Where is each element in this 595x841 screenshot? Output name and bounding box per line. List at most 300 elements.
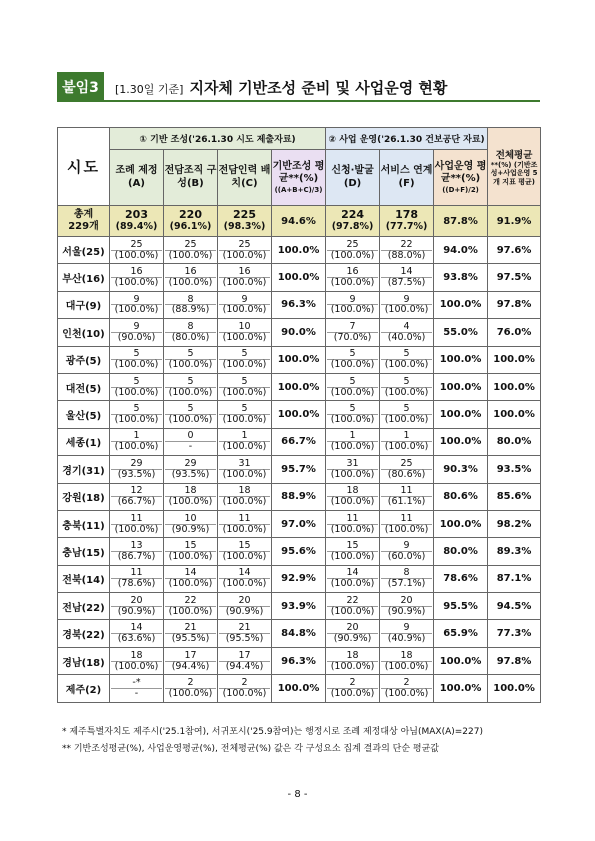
table-row xyxy=(58,675,541,702)
staff-cell-count: 31 xyxy=(238,457,251,469)
base-avg-cell: 96.3% xyxy=(272,291,326,318)
ordinance-cell xyxy=(110,593,164,620)
staff-cell xyxy=(218,291,272,318)
status-table xyxy=(57,127,541,703)
oper-avg-cell: 80.0% xyxy=(434,538,488,565)
col-base-avg-title: 기반조성 평균**(%) xyxy=(272,160,325,185)
base-avg-cell: 92.9% xyxy=(272,565,326,592)
staff-cell-count: 5 xyxy=(241,375,248,387)
apply-cell-pct: (100.0%) xyxy=(327,359,378,370)
staff-cell-pct: (100.0%) xyxy=(219,578,270,589)
ordinance-cell xyxy=(110,291,164,318)
org-cell-pct: (100.0%) xyxy=(165,551,216,562)
org-cell xyxy=(164,593,218,620)
total-avg-cell: 87.1% xyxy=(488,565,541,592)
oper-avg-cell: 55.0% xyxy=(434,319,488,346)
org-cell xyxy=(164,291,218,318)
service-cell-pct: (60.0%) xyxy=(381,551,432,562)
service-cell-pct: (90.9%) xyxy=(381,606,432,617)
apply-cell-pct: (70.0%) xyxy=(327,332,378,343)
total-label-line1: 총계 xyxy=(73,209,94,220)
total-c-cell xyxy=(218,206,272,237)
org-cell xyxy=(164,456,218,483)
org-cell-pct: (93.5%) xyxy=(165,469,216,480)
apply-cell xyxy=(326,538,380,565)
service-cell-pct: (100.0%) xyxy=(381,688,432,699)
org-cell-pct: (95.5%) xyxy=(165,633,216,644)
apply-cell-count: 11 xyxy=(346,512,359,524)
base-avg-cell: 88.9% xyxy=(272,483,326,510)
total-avg-cell: 97.8% xyxy=(488,291,541,318)
ordinance-cell-pct: (100.0%) xyxy=(111,359,162,370)
apply-cell-pct: (100.0%) xyxy=(327,578,378,589)
staff-cell-count: 2 xyxy=(241,676,248,688)
org-cell-pct: (94.4%) xyxy=(165,661,216,672)
total-avg-cell: 98.2% xyxy=(488,510,541,537)
region-cell: 부산(16) xyxy=(58,264,110,291)
region-cell: 대전(5) xyxy=(58,373,110,400)
org-cell-count: 25 xyxy=(184,238,197,250)
apply-cell-count: 1 xyxy=(349,430,356,442)
total-avg-cell: 77.3% xyxy=(488,620,541,647)
service-cell-pct: (100.0%) xyxy=(381,359,432,370)
staff-cell-count: 10 xyxy=(238,320,251,332)
service-cell xyxy=(380,538,434,565)
ordinance-cell-count: 5 xyxy=(133,375,140,387)
staff-cell-count: 18 xyxy=(238,485,251,497)
region-header: 시도 xyxy=(58,128,110,206)
base-avg-cell: 100.0% xyxy=(272,401,326,428)
org-cell xyxy=(164,538,218,565)
staff-cell xyxy=(218,264,272,291)
group-b-header: ② 사업 운영('26.1.30 건보공단 자료) xyxy=(326,128,488,150)
service-cell xyxy=(380,510,434,537)
ordinance-cell-pct: (86.7%) xyxy=(111,551,162,562)
org-cell-count: 5 xyxy=(187,348,194,360)
ordinance-cell-count: 25 xyxy=(130,238,143,250)
staff-cell xyxy=(218,620,272,647)
service-cell xyxy=(380,565,434,592)
ordinance-cell-pct: (100.0%) xyxy=(111,250,162,261)
base-avg-cell: 95.6% xyxy=(272,538,326,565)
ordinance-cell-pct: (100.0%) xyxy=(111,524,162,535)
service-cell-count: 11 xyxy=(400,512,413,524)
staff-cell-count: 20 xyxy=(238,594,251,606)
org-cell xyxy=(164,264,218,291)
apply-cell-count: 18 xyxy=(346,649,359,661)
base-avg-cell: 100.0% xyxy=(272,237,326,264)
apply-cell xyxy=(326,565,380,592)
ordinance-cell xyxy=(110,401,164,428)
staff-cell-count: 15 xyxy=(238,540,251,552)
org-cell xyxy=(164,346,218,373)
org-cell-pct: (100.0%) xyxy=(165,414,216,425)
staff-cell-pct: (100.0%) xyxy=(219,387,270,398)
total-a-pct: (89.4%) xyxy=(115,220,158,232)
total-b-pct: (96.1%) xyxy=(169,220,212,232)
apply-cell-pct: (100.0%) xyxy=(327,496,378,507)
org-cell-count: 16 xyxy=(184,266,197,278)
org-cell-pct: (100.0%) xyxy=(165,250,216,261)
ordinance-cell-count: 29 xyxy=(130,457,143,469)
staff-cell xyxy=(218,538,272,565)
page-number: - 8 - xyxy=(287,789,308,800)
ordinance-cell-pct: (100.0%) xyxy=(111,661,162,672)
footnotes xyxy=(62,724,542,758)
service-cell-pct: (87.5%) xyxy=(381,277,432,288)
apply-cell-count: 5 xyxy=(349,375,356,387)
staff-cell-count: 5 xyxy=(241,403,248,415)
ordinance-cell-count: 5 xyxy=(133,348,140,360)
staff-cell xyxy=(218,675,272,702)
staff-cell-pct: (100.0%) xyxy=(219,524,270,535)
org-cell-pct: - xyxy=(165,441,216,452)
apply-cell xyxy=(326,456,380,483)
table-row xyxy=(58,593,541,620)
total-row-label xyxy=(58,206,110,237)
total-avg-header-title: 전체평균 xyxy=(495,149,533,161)
apply-cell-pct: (100.0%) xyxy=(327,414,378,425)
apply-cell-count: 31 xyxy=(346,457,359,469)
ordinance-cell xyxy=(110,483,164,510)
apply-cell-pct: (100.0%) xyxy=(327,469,378,480)
service-cell xyxy=(380,456,434,483)
apply-cell-count: 14 xyxy=(346,567,359,579)
staff-cell-count: 25 xyxy=(238,238,251,250)
service-cell xyxy=(380,319,434,346)
oper-avg-cell: 100.0% xyxy=(434,373,488,400)
ordinance-cell-pct: (93.5%) xyxy=(111,469,162,480)
base-avg-cell: 100.0% xyxy=(272,346,326,373)
ordinance-cell xyxy=(110,675,164,702)
service-cell-count: 5 xyxy=(403,403,410,415)
total-f-cell xyxy=(380,206,434,237)
ordinance-cell xyxy=(110,428,164,455)
staff-cell-count: 21 xyxy=(238,622,251,634)
total-row xyxy=(58,206,541,237)
service-cell xyxy=(380,483,434,510)
staff-cell-count: 14 xyxy=(238,567,251,579)
total-b-cell xyxy=(164,206,218,237)
apply-cell-count: 15 xyxy=(346,540,359,552)
col-ordinance-header: 조례 제정(A) xyxy=(110,150,164,206)
base-avg-cell: 66.7% xyxy=(272,428,326,455)
ordinance-cell-count: -* xyxy=(132,676,141,688)
oper-avg-cell: 90.3% xyxy=(434,456,488,483)
staff-cell-count: 9 xyxy=(241,293,248,305)
apply-cell xyxy=(326,319,380,346)
oper-avg-cell: 65.9% xyxy=(434,620,488,647)
apply-cell-count: 5 xyxy=(349,348,356,360)
org-cell xyxy=(164,565,218,592)
base-avg-cell: 90.0% xyxy=(272,319,326,346)
org-cell xyxy=(164,319,218,346)
apply-cell-count: 5 xyxy=(349,403,356,415)
service-cell-pct: (100.0%) xyxy=(381,524,432,535)
total-avg-header-note: **(%) (기반조성+사업운영 5개 지표 평균) xyxy=(490,160,538,186)
total-oper-avg: 87.8% xyxy=(434,206,488,237)
ordinance-cell xyxy=(110,346,164,373)
service-cell-count: 2 xyxy=(403,676,410,688)
apply-cell-count: 25 xyxy=(346,238,359,250)
org-cell-pct: (100.0%) xyxy=(165,277,216,288)
oper-avg-cell: 78.6% xyxy=(434,565,488,592)
org-cell xyxy=(164,647,218,674)
ordinance-cell-count: 5 xyxy=(133,403,140,415)
oper-avg-cell: 100.0% xyxy=(434,647,488,674)
apply-cell-pct: (100.0%) xyxy=(327,441,378,452)
oper-avg-cell: 100.0% xyxy=(434,510,488,537)
apply-cell-count: 18 xyxy=(346,485,359,497)
staff-cell-pct: (100.0%) xyxy=(219,359,270,370)
org-cell-count: 22 xyxy=(184,594,197,606)
group-a-header: ① 기반 조성('26.1.30 시도 제출자료) xyxy=(110,128,326,150)
col-base-avg-header xyxy=(272,150,326,206)
base-avg-cell: 100.0% xyxy=(272,675,326,702)
oper-avg-cell: 100.0% xyxy=(434,675,488,702)
footnote-2: ** 기반조성평균(%), 사업운영평균(%), 전체평균(%) 값은 각 구성요소 집계 결과의 단순 평균값 xyxy=(62,744,439,754)
staff-cell-pct: (100.0%) xyxy=(219,414,270,425)
ordinance-cell-count: 18 xyxy=(130,649,143,661)
service-cell-pct: (57.1%) xyxy=(381,578,432,589)
total-avg-cell: 94.5% xyxy=(488,593,541,620)
service-cell-pct: (100.0%) xyxy=(381,661,432,672)
service-cell-pct: (100.0%) xyxy=(381,304,432,315)
staff-cell xyxy=(218,346,272,373)
heading-title xyxy=(115,77,447,98)
staff-cell-pct: (100.0%) xyxy=(219,332,270,343)
service-cell-count: 1 xyxy=(403,430,410,442)
ordinance-cell-count: 11 xyxy=(130,567,143,579)
region-cell: 인천(10) xyxy=(58,319,110,346)
ordinance-cell-count: 14 xyxy=(130,622,143,634)
staff-cell-pct: (100.0%) xyxy=(219,304,270,315)
region-cell: 대구(9) xyxy=(58,291,110,318)
total-avg-cell: 100.0% xyxy=(488,373,541,400)
ordinance-cell xyxy=(110,647,164,674)
staff-cell xyxy=(218,319,272,346)
service-cell xyxy=(380,291,434,318)
col-oper-avg-note: ((D+F)/2) xyxy=(442,185,479,194)
region-cell: 세종(1) xyxy=(58,428,110,455)
service-cell xyxy=(380,237,434,264)
oper-avg-cell: 94.0% xyxy=(434,237,488,264)
region-cell: 광주(5) xyxy=(58,346,110,373)
org-cell-pct: (100.0%) xyxy=(165,496,216,507)
region-cell: 경남(18) xyxy=(58,647,110,674)
org-cell xyxy=(164,428,218,455)
base-avg-cell: 84.8% xyxy=(272,620,326,647)
table-row xyxy=(58,565,541,592)
region-cell: 경기(31) xyxy=(58,456,110,483)
service-cell xyxy=(380,675,434,702)
base-avg-cell: 93.9% xyxy=(272,593,326,620)
total-c-pct: (98.3%) xyxy=(223,220,266,232)
apply-cell-pct: (100.0%) xyxy=(327,387,378,398)
total-d-pct: (97.8%) xyxy=(331,220,374,232)
attachment-badge: 붙임3 xyxy=(57,72,104,102)
apply-cell-pct: (100.0%) xyxy=(327,661,378,672)
ordinance-cell xyxy=(110,565,164,592)
table-row xyxy=(58,373,541,400)
oper-avg-cell: 95.5% xyxy=(434,593,488,620)
apply-cell-pct: (100.0%) xyxy=(327,277,378,288)
org-cell-count: 8 xyxy=(187,320,194,332)
table-row xyxy=(58,237,541,264)
apply-cell xyxy=(326,346,380,373)
staff-cell-pct: (100.0%) xyxy=(219,469,270,480)
ordinance-cell-count: 11 xyxy=(130,512,143,524)
total-label-line2: 229개 xyxy=(68,221,99,232)
apply-cell-count: 7 xyxy=(349,320,356,332)
staff-cell xyxy=(218,647,272,674)
ordinance-cell-pct: (100.0%) xyxy=(111,277,162,288)
ordinance-cell xyxy=(110,538,164,565)
service-cell-count: 20 xyxy=(400,594,413,606)
ordinance-cell-count: 9 xyxy=(133,320,140,332)
staff-cell xyxy=(218,373,272,400)
table-row xyxy=(58,346,541,373)
base-avg-cell: 95.7% xyxy=(272,456,326,483)
apply-cell-pct: (100.0%) xyxy=(327,524,378,535)
apply-cell xyxy=(326,593,380,620)
staff-cell xyxy=(218,428,272,455)
apply-cell xyxy=(326,237,380,264)
org-cell-count: 5 xyxy=(187,403,194,415)
service-cell-pct: (40.9%) xyxy=(381,633,432,644)
base-avg-cell: 96.3% xyxy=(272,647,326,674)
total-avg-cell: 93.5% xyxy=(488,456,541,483)
base-avg-cell: 97.0% xyxy=(272,510,326,537)
service-cell-count: 5 xyxy=(403,348,410,360)
region-cell: 경북(22) xyxy=(58,620,110,647)
apply-cell xyxy=(326,483,380,510)
table-row xyxy=(58,264,541,291)
staff-cell-pct: (100.0%) xyxy=(219,496,270,507)
table-row xyxy=(58,401,541,428)
staff-cell xyxy=(218,237,272,264)
staff-cell xyxy=(218,565,272,592)
staff-cell-count: 17 xyxy=(238,649,251,661)
service-cell-count: 9 xyxy=(403,293,410,305)
table-row xyxy=(58,319,541,346)
ordinance-cell-count: 13 xyxy=(130,540,143,552)
total-a-count: 203 xyxy=(125,208,148,222)
total-a-cell xyxy=(110,206,164,237)
org-cell-count: 0 xyxy=(187,430,194,442)
org-cell-pct: (100.0%) xyxy=(165,387,216,398)
service-cell-count: 8 xyxy=(403,567,410,579)
service-cell-count: 18 xyxy=(400,649,413,661)
apply-cell xyxy=(326,291,380,318)
org-cell-pct: (100.0%) xyxy=(165,359,216,370)
apply-cell xyxy=(326,510,380,537)
ordinance-cell xyxy=(110,620,164,647)
total-c-count: 225 xyxy=(233,208,256,222)
ordinance-cell-pct: (90.9%) xyxy=(111,606,162,617)
org-cell xyxy=(164,237,218,264)
service-cell-pct: (88.0%) xyxy=(381,250,432,261)
total-f-count: 178 xyxy=(395,208,419,222)
total-avg-cell: 97.5% xyxy=(488,264,541,291)
apply-cell-pct: (90.9%) xyxy=(327,633,378,644)
ordinance-cell-count: 16 xyxy=(130,266,143,278)
total-total-avg: 91.9% xyxy=(488,206,541,237)
apply-cell-count: 2 xyxy=(349,676,356,688)
oper-avg-cell: 100.0% xyxy=(434,291,488,318)
service-cell-count: 14 xyxy=(400,266,413,278)
section-heading xyxy=(57,72,540,102)
staff-cell xyxy=(218,593,272,620)
total-b-count: 220 xyxy=(179,208,202,222)
staff-cell-pct: (100.0%) xyxy=(219,277,270,288)
col-oper-avg-header xyxy=(434,150,488,206)
table-row xyxy=(58,620,541,647)
oper-avg-cell: 80.6% xyxy=(434,483,488,510)
apply-cell-pct: (100.0%) xyxy=(327,551,378,562)
total-avg-cell: 100.0% xyxy=(488,401,541,428)
apply-cell-count: 22 xyxy=(346,594,359,606)
staff-cell-count: 5 xyxy=(241,348,248,360)
apply-cell-pct: (100.0%) xyxy=(327,250,378,261)
staff-cell xyxy=(218,483,272,510)
region-cell: 제주(2) xyxy=(58,675,110,702)
ordinance-cell-pct: (100.0%) xyxy=(111,304,162,315)
region-cell: 울산(5) xyxy=(58,401,110,428)
ordinance-cell-pct: (100.0%) xyxy=(111,441,162,452)
ordinance-cell-pct: - xyxy=(111,688,162,699)
org-cell-count: 18 xyxy=(184,485,197,497)
org-cell-pct: (80.0%) xyxy=(165,332,216,343)
apply-cell-pct: (100.0%) xyxy=(327,606,378,617)
org-cell xyxy=(164,373,218,400)
org-cell xyxy=(164,483,218,510)
ordinance-cell-count: 9 xyxy=(133,293,140,305)
service-cell xyxy=(380,373,434,400)
ordinance-cell-count: 12 xyxy=(130,485,143,497)
service-cell-pct: (100.0%) xyxy=(381,414,432,425)
total-avg-header xyxy=(488,128,541,206)
service-cell-pct: (80.6%) xyxy=(381,469,432,480)
total-avg-cell: 76.0% xyxy=(488,319,541,346)
org-cell-pct: (88.9%) xyxy=(165,304,216,315)
apply-cell xyxy=(326,373,380,400)
table-row xyxy=(58,483,541,510)
staff-cell-pct: (100.0%) xyxy=(219,441,270,452)
service-cell xyxy=(380,647,434,674)
base-avg-cell: 100.0% xyxy=(272,264,326,291)
staff-cell-pct: (95.5%) xyxy=(219,633,270,644)
service-cell-count: 9 xyxy=(403,540,410,552)
service-cell-count: 4 xyxy=(403,320,410,332)
total-f-pct: (77.7%) xyxy=(385,220,428,232)
total-avg-cell: 100.0% xyxy=(488,346,541,373)
oper-avg-cell: 100.0% xyxy=(434,428,488,455)
region-cell: 전북(14) xyxy=(58,565,110,592)
service-cell xyxy=(380,428,434,455)
staff-cell-count: 16 xyxy=(238,266,251,278)
staff-cell-count: 1 xyxy=(241,430,248,442)
ordinance-cell xyxy=(110,373,164,400)
service-cell-pct: (40.0%) xyxy=(381,332,432,343)
service-cell-count: 25 xyxy=(400,457,413,469)
total-base-avg: 94.6% xyxy=(272,206,326,237)
ordinance-cell-count: 20 xyxy=(130,594,143,606)
service-cell-count: 5 xyxy=(403,375,410,387)
service-cell xyxy=(380,264,434,291)
apply-cell xyxy=(326,647,380,674)
apply-cell xyxy=(326,620,380,647)
